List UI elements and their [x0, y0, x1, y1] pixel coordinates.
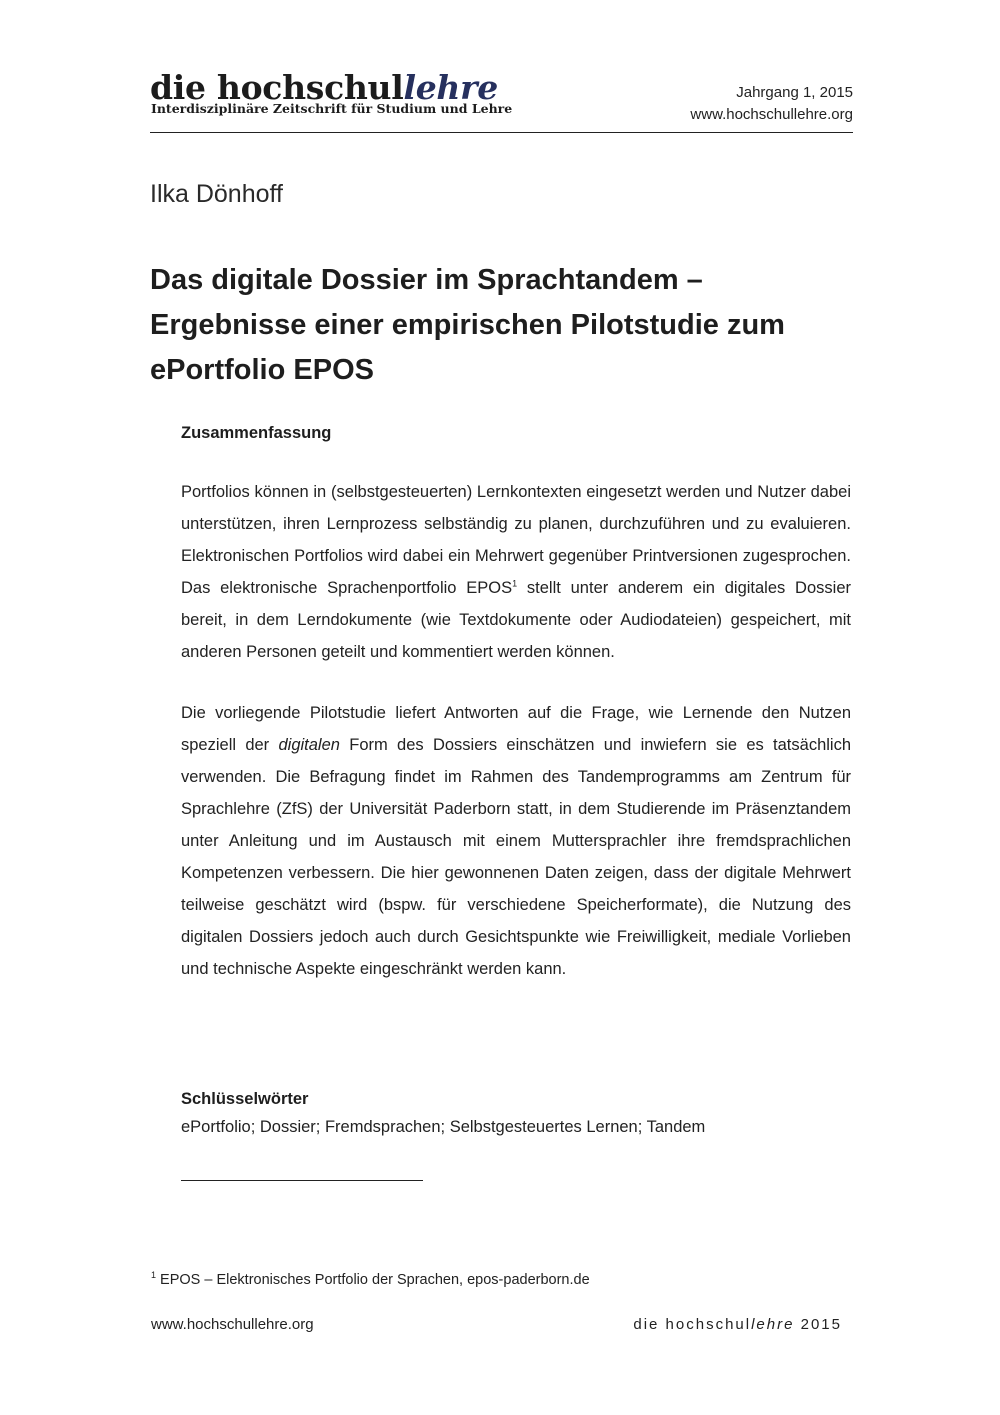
footer-journal-main: die hochschul	[633, 1316, 752, 1333]
keywords-heading: Schlüsselwörter	[181, 1090, 309, 1108]
abstract-p2-emphasis: digitalen	[278, 736, 340, 754]
logo-subtitle: Interdisziplinäre Zeitschrift für Studium und Lehre	[151, 101, 513, 116]
footnote-ref: 1	[512, 578, 518, 589]
footer-journal-accent: lehre	[751, 1316, 795, 1333]
keywords-list: ePortfolio; Dossier; Fremdsprachen; Selbstgesteuertes Lernen; Tandem	[181, 1118, 706, 1136]
title-line-2: Ergebnisse einer empirischen Pilotstudie zum	[150, 309, 785, 341]
article-title	[150, 258, 870, 393]
abstract-paragraph-2	[181, 697, 851, 985]
logo-accent: lehre	[403, 68, 498, 107]
masthead-website: www.hochschullehre.org	[690, 106, 853, 123]
footnote-divider	[181, 1180, 423, 1181]
abstract-p1-text-a: Portfolios können in (selbstgesteuerten) Lernkontexten eingesetzt werden und Nutzer dabei unterstützen, ihren Lernprozess selbständig zu planen, durchzuführen und zu evaluieren. Elektronischen Portfolios wird dabei ein Mehrwert gegenüber Printversionen zugesprochen. Das elektronische Sprachenportfolio EPOS	[181, 483, 851, 597]
title-line-3: ePortfolio EPOS	[150, 354, 374, 386]
logo-main: die hochschul	[150, 68, 404, 107]
footer-year: 2015	[794, 1316, 842, 1333]
footnote	[151, 1272, 590, 1288]
abstract-paragraph-1	[181, 476, 851, 668]
masthead	[150, 70, 853, 133]
volume-info: Jahrgang 1, 2015	[736, 84, 853, 101]
footer-journal	[633, 1316, 842, 1333]
abstract-heading: Zusammenfassung	[181, 424, 332, 442]
footnote-text: EPOS – Elektronisches Portfolio der Sprachen, epos-paderborn.de	[156, 1272, 590, 1288]
abstract-p2-text-a: Die vorliegende Pilotstudie liefert Antworten auf die Frage, wie Lernende den Nutzen speziell der	[181, 704, 851, 754]
title-line-1: Das digitale Dossier im Sprachtandem –	[150, 264, 703, 296]
footnote-marker: 1	[151, 1270, 157, 1281]
abstract-p1-text-b: stellt unter anderem ein digitales Dossier bereit, in dem Lerndokumente (wie Textdokumente oder Audiodateien) gespeichert, mit anderen Personen geteilt und kommentiert werden können.	[181, 579, 851, 661]
abstract-p2-text-b: Form des Dossiers einschätzen und inwiefern sie es tatsächlich verwenden. Die Befragung findet im Rahmen des Tandemprogramms am Zentrum für Sprachlehre (ZfS) der Universität Paderborn statt, in dem Studierende im Präsenztandem unter Anleitung und im Austausch mit einem Muttersprachler ihre fremdsprachlichen Kompetenzen verbessern. Die hier gewonnenen Daten zeigen, dass der digitale Mehrwert teilweise geschätzt wird (bspw. für verschiedene Speicherformate), die Nutzung des digitalen Dossiers jedoch auch durch Gesichtspunkte wie Freiwilligkeit, mediale Vorlieben und technische Aspekte eingeschränkt werden kann.	[181, 736, 852, 978]
footer-website: www.hochschullehre.org	[151, 1316, 314, 1333]
abstract-section	[181, 424, 851, 985]
masthead-meta	[690, 82, 853, 126]
keywords-section	[181, 1090, 851, 1143]
author-name: Ilka Dönhoff	[150, 180, 283, 208]
